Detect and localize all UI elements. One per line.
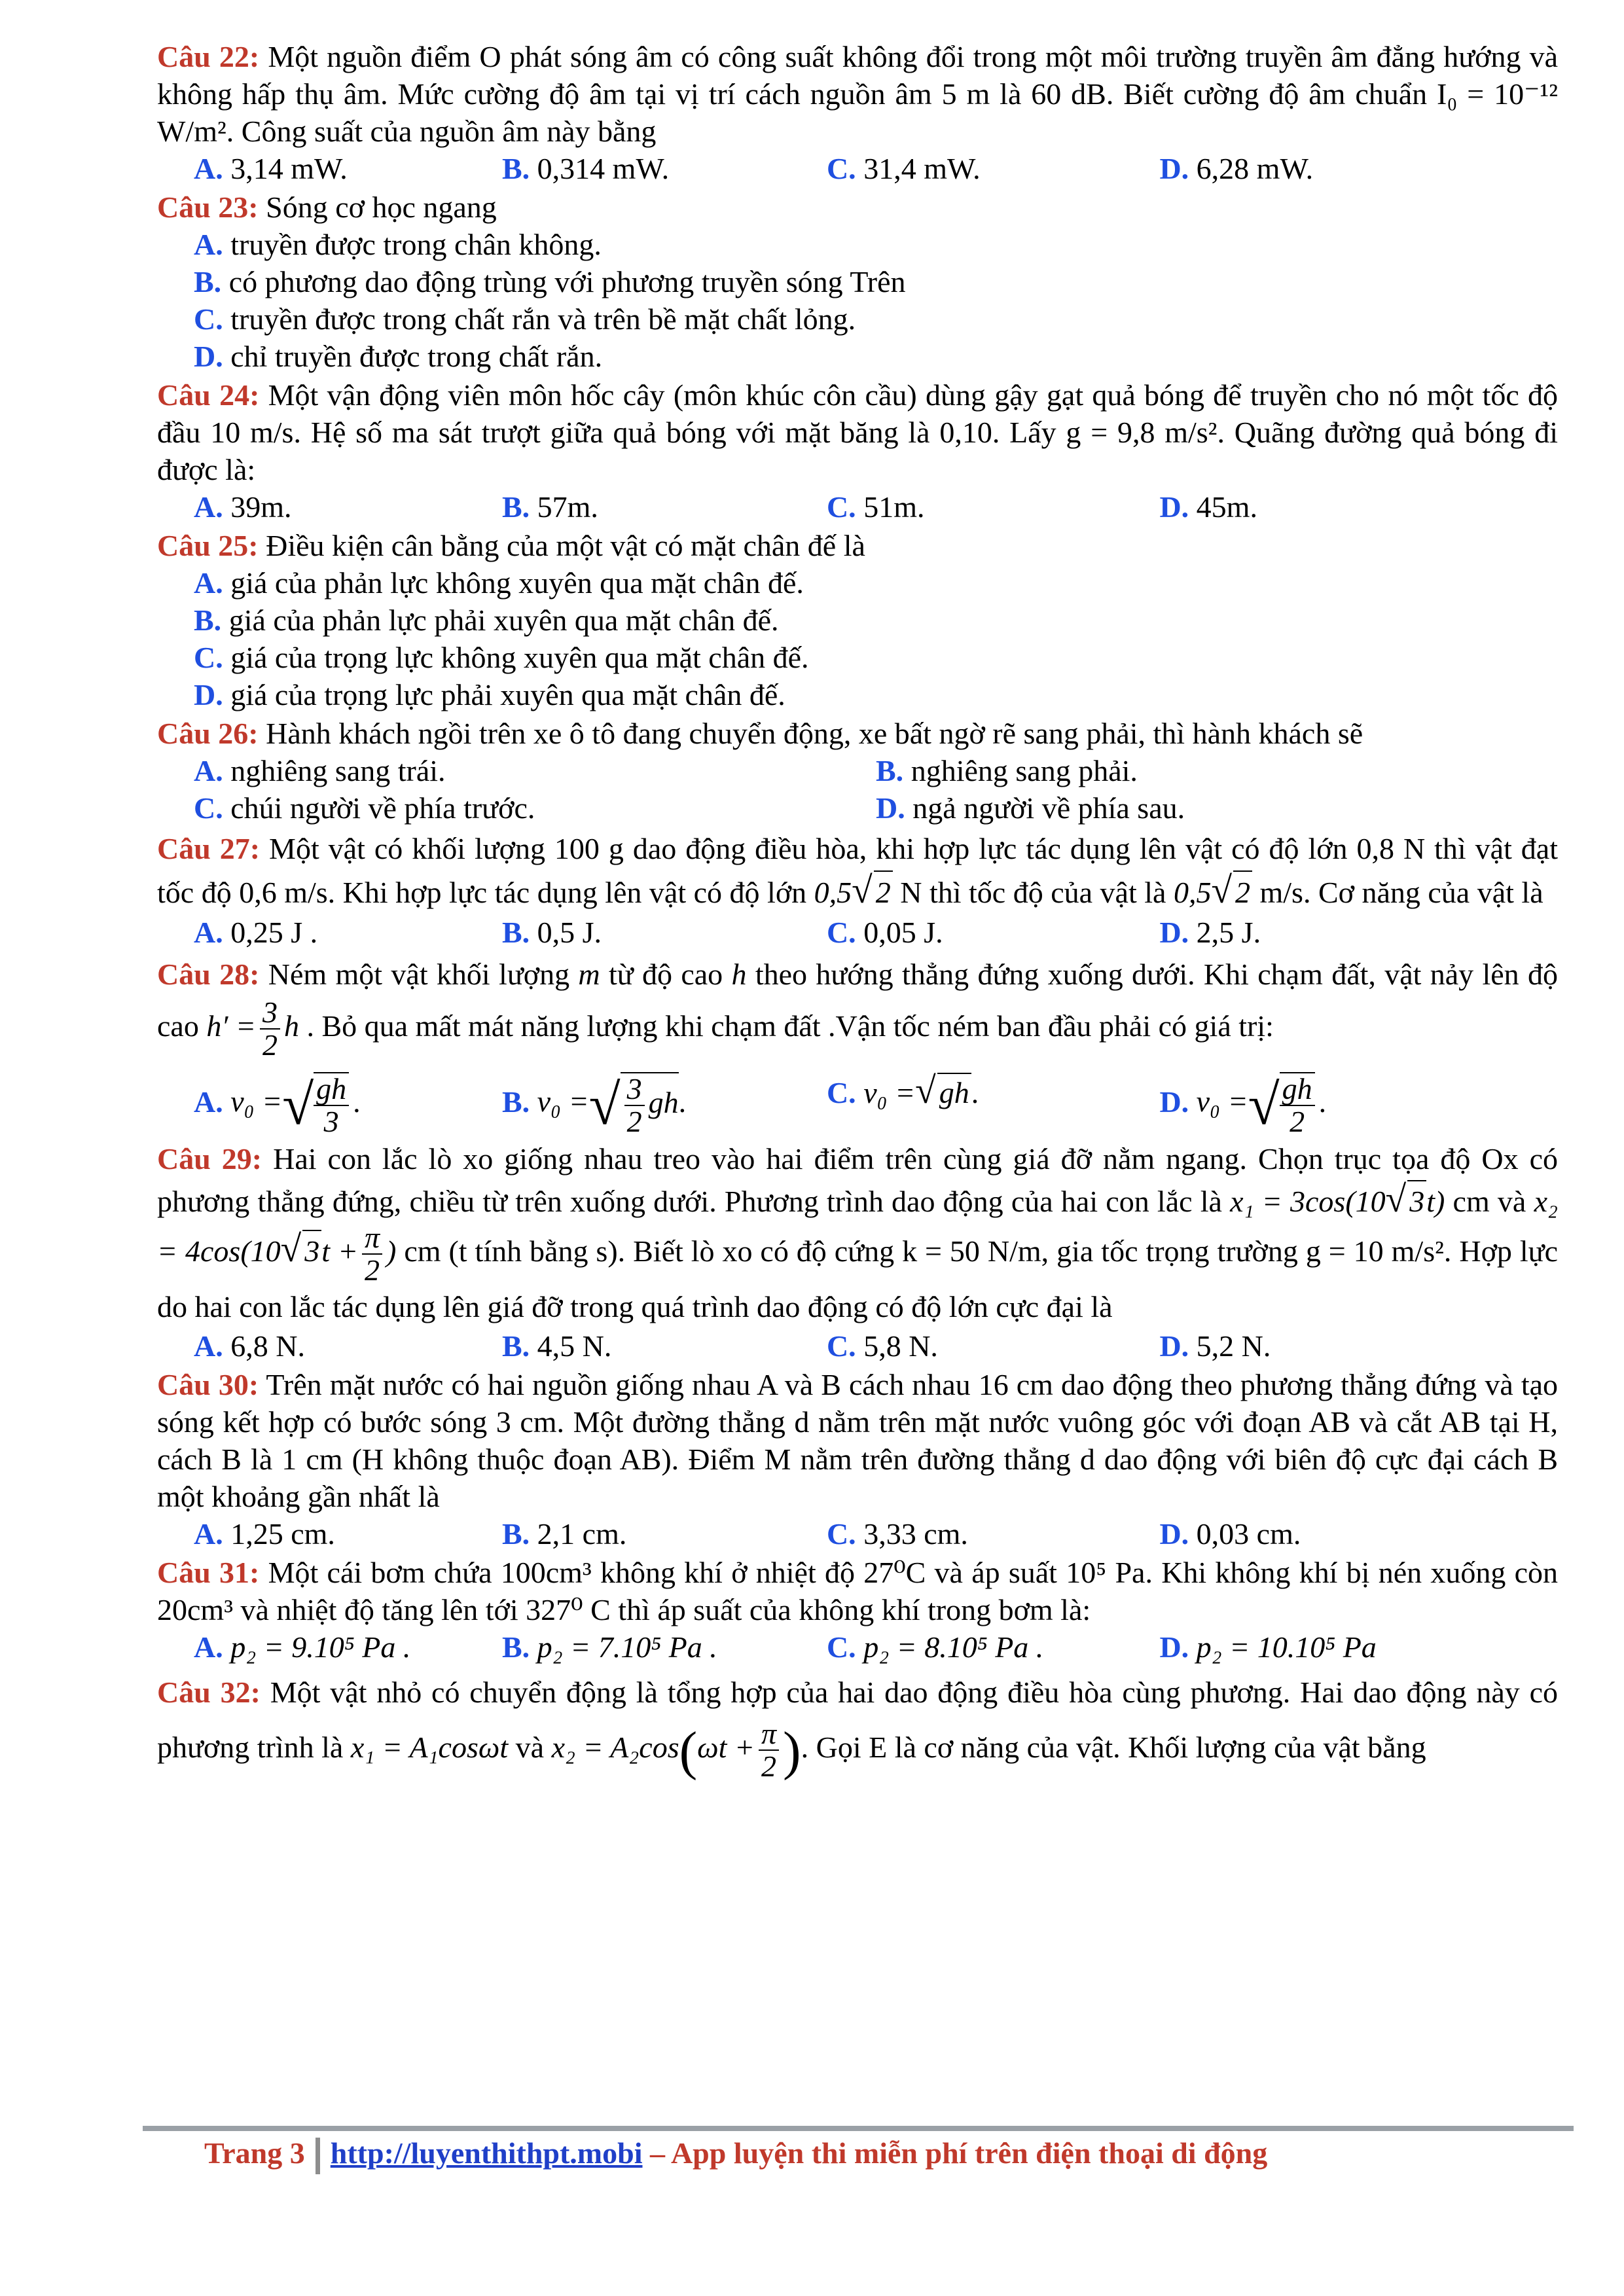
option-d[interactable]: D. ngả người về phía sau.: [876, 791, 1185, 825]
math-expression: 0,5√ 2: [1174, 876, 1252, 909]
option-d[interactable]: D. 5,2 N.: [1159, 1329, 1271, 1363]
option-a[interactable]: A. 1,25 cm.: [194, 1516, 335, 1551]
option-b[interactable]: B. 0,314 mW.: [501, 152, 670, 185]
option-d[interactable]: D. 2,5 J.: [1159, 916, 1261, 949]
question-29: Câu 29: Hai con lắc lò xo giống nhau treo vào hai điểm trên cùng giá đỡ nằm ngang. Chọn trục tọa độ Ox có phương thẳng đứng, chiều từ trên xuống dưới. Phương trình dao động của hai con lắc là x₁ = 3cos(10√ 3t) cm và x₂ = 4cos(10√ 3t + $\frac{\pi}{2}$ ) cm (t tính bằng s). Biết lò xo có độ cứng k = 50 N/m, gia tốc trọng trường g = 10 m/s². Hợp lực do hai con lắc tác dụng lên giá đỡ trong quá trình dao động có độ lớn cực đại là A. 6,8 N. B. 4,5 N. C. 5,8 N. D. 5,2 N.: [157, 1139, 1558, 1365]
math-expression: x₁ = A₁cosωt: [350, 1730, 509, 1764]
question-22: [157, 38, 1558, 187]
footer-link[interactable]: http://luyenthithpt.mobi: [330, 2136, 643, 2170]
option-a[interactable]: A. 6,8 N.: [194, 1329, 305, 1363]
option-c[interactable]: C. 51m.: [826, 490, 925, 524]
option-b[interactable]: B. v₀ =√ $\frac{3}{2}$ gh.: [501, 1071, 687, 1138]
option-b[interactable]: B. 0,5 J.: [501, 916, 602, 949]
question-text: Một cái bơm chứa 100cm³ không khí ở nhiệt độ 27⁰C và áp suất 10⁵ Pa. Khi không khí bị nén xuống còn 20cm³ và nhiệt độ tăng lên tới 327⁰ C thì áp suất của không khí trong bơm là:: [157, 1555, 1559, 1626]
option-c[interactable]: C. 3,33 cm.: [826, 1516, 968, 1551]
question-text: Một vận động viên môn hốc cây (môn khúc côn cầu) dùng gậy gạt quả bóng để truyền cho nó một tốc độ đầu 10 m/s. Hệ số ma sát trượt giữa quả bóng với mặt băng là 0,10. Lấy g = 9,8 m/s². Quãng đường quả bóng đi được là:: [157, 378, 1558, 486]
footer-separator: [316, 2138, 320, 2174]
question-number: Câu 25:: [157, 529, 259, 562]
math-expression: h′ = $\frac{3}{2}$ h: [206, 996, 299, 1062]
option-a[interactable]: A. truyền được trong chân không.: [194, 228, 602, 261]
question-28: Câu 28: Ném một vật khối lượng m từ độ cao h theo hướng thẳng đứng xuống dưới. Khi chạm đất, vật nảy lên độ cao h′ = $\frac{3}{2}$ h . Bỏ qua mất mát năng lượng khi chạm đất .Vận tốc ném ban đầu phải có giá trị: A. v₀ =√ $\frac{gh}{3}$ . B. v₀ =√ $\frac{3}{2}$ gh. C. v₀ =√ gh. D. v₀ =√ $\frac{gh}{2}$ .: [157, 958, 1559, 1138]
question-text: Một nguồn điểm O phát sóng âm có công suất không đổi trong một môi trường truyền âm đẳng hướng và không hấp thụ âm. Mức cường độ âm tại vị trí cách nguồn âm 5 m là 60 dB. Biết cường độ âm chuẩn I₀ = 10⁻¹² W/m². Công suất của nguồn âm này bằng: [157, 40, 1558, 148]
math-expression: x₁ = 3cos(10√ 3t): [1230, 1185, 1445, 1218]
question-text: Hành khách ngồi trên xe ô tô đang chuyển động, xe bất ngờ rẽ sang phải, thì hành khách sẽ: [266, 717, 1363, 750]
option-b[interactable]: B. p₂ = 7.10⁵ Pa .: [501, 1630, 717, 1664]
question-number: Câu 22:: [157, 40, 260, 73]
footer-tagline: – App luyện thi miễn phí trên điện thoại di động: [642, 2136, 1268, 2170]
option-d[interactable]: D. p₂ = 10.10⁵ Pa: [1159, 1630, 1377, 1664]
question-number: Câu 27:: [157, 832, 261, 865]
option-c[interactable]: C. 5,8 N.: [826, 1329, 938, 1363]
question-number: Câu 30:: [157, 1367, 259, 1401]
option-b[interactable]: B. có phương dao động trùng với phương truyền sóng Trên: [194, 265, 906, 298]
question-number: Câu 24:: [157, 378, 260, 412]
question-text: Sóng cơ học ngang: [266, 190, 497, 224]
math-expression: x₂ = A₂cos(ωt + $\frac{\pi}{2}$ ): [551, 1716, 801, 1784]
option-b[interactable]: B. 57m.: [501, 490, 598, 524]
option-c[interactable]: C. p₂ = 8.10⁵ Pa .: [826, 1630, 1044, 1664]
question-30: [157, 1366, 1558, 1552]
option-c[interactable]: C. giá của trọng lực không xuyên qua mặt chân đế.: [194, 641, 809, 674]
option-a[interactable]: A. 39m.: [194, 490, 292, 524]
question-25: [157, 527, 1558, 713]
option-d[interactable]: D. 45m.: [1159, 490, 1257, 524]
question-number: Câu 32:: [157, 1675, 261, 1709]
option-d[interactable]: D. v₀ =√ $\frac{gh}{2}$ .: [1159, 1071, 1327, 1138]
question-32: Câu 32: Một vật nhỏ có chuyển động là tổng hợp của hai dao động điều hòa cùng phương. Hai dao động này có phương trình là x₁ = A₁cosωt và x₂ = A₂cos(ωt + $\frac{\pi}{2}$ ). Gọi E là cơ năng của vật. Khối lượng của vật bằng: [157, 1675, 1559, 1784]
option-d[interactable]: D. giá của trọng lực phải xuyên qua mặt chân đế.: [194, 678, 785, 711]
option-a[interactable]: A. 0,25 J .: [194, 916, 318, 949]
option-a[interactable]: A. v₀ =√ $\frac{gh}{3}$ .: [194, 1071, 361, 1138]
footer-divider: [143, 2126, 1574, 2131]
option-d[interactable]: D. chỉ truyền được trong chất rắn.: [194, 340, 603, 373]
option-b[interactable]: B. 4,5 N.: [501, 1329, 612, 1363]
question-text: Trên mặt nước có hai nguồn giống nhau A và B cách nhau 16 cm dao động theo phương thẳng đứng và tạo sóng kết hợp có bước sóng 3 cm. Một đường thẳng d nằm trên mặt nước vuông góc với đoạn AB và cắt AB tại H, cách B là 1 cm (H không thuộc đoạn AB). Điểm M nằm trên đường thẳng d dao động với biên độ cực đại cách B một khoảng gần nhất là: [157, 1367, 1559, 1513]
math-expression: x₂ = 4cos(10√ 3t + $\frac{\pi}{2}$ ): [157, 1185, 1558, 1287]
question-31: [157, 1554, 1558, 1666]
page-footer: [204, 2136, 1267, 2174]
math-expression: 0,5√ 2: [814, 876, 893, 909]
option-c[interactable]: C. 0,05 J.: [826, 916, 943, 949]
question-27: Câu 27: Một vật có khối lượng 100 g dao động điều hòa, khi hợp lực tác dụng lên vật có độ lớn 0,8 N thì vật đạt tốc độ 0,6 m/s. Khi hợp lực tác dụng lên vật có độ lớn 0,5√ 2 N thì tốc độ của vật là 0,5√ 2 m/s. Cơ năng của vật là A. 0,25 J . B. 0,5 J. C. 0,05 J. D. 2,5 J.: [157, 828, 1558, 951]
question-26: [157, 715, 1558, 827]
option-c[interactable]: C. chúi người về phía trước.: [194, 791, 535, 825]
option-b[interactable]: B. giá của phản lực phải xuyên qua mặt chân đế.: [194, 603, 779, 637]
exam-page: [157, 38, 1558, 1782]
option-d[interactable]: D. 6,28 mW.: [1159, 152, 1314, 185]
option-a[interactable]: A. p₂ = 9.10⁵ Pa .: [194, 1630, 411, 1664]
option-c[interactable]: C. v₀ =√ gh.: [826, 1069, 979, 1111]
option-a[interactable]: A. giá của phản lực không xuyên qua mặt chân đế.: [194, 566, 804, 600]
question-number: Câu 28:: [157, 958, 260, 991]
option-c[interactable]: C. truyền được trong chất rắn và trên bề mặt chất lỏng.: [194, 302, 856, 336]
option-b[interactable]: B. nghiêng sang phải.: [876, 754, 1138, 787]
option-a[interactable]: A. nghiêng sang trái.: [194, 754, 446, 787]
page-number: Trang 3: [204, 2136, 305, 2170]
question-24: [157, 376, 1558, 526]
question-number: Câu 23:: [157, 190, 259, 224]
question-number: Câu 31:: [157, 1555, 260, 1589]
option-d[interactable]: D. 0,03 cm.: [1159, 1516, 1301, 1551]
option-a[interactable]: A. 3,14 mW.: [194, 152, 348, 185]
question-number: Câu 26:: [157, 717, 259, 750]
question-number: Câu 29:: [157, 1142, 262, 1176]
question-23: [157, 188, 1558, 375]
question-text: Điều kiện cân bằng của một vật có mặt chân đế là: [266, 529, 865, 562]
option-b[interactable]: B. 2,1 cm.: [501, 1516, 627, 1551]
option-c[interactable]: C. 31,4 mW.: [826, 152, 981, 185]
